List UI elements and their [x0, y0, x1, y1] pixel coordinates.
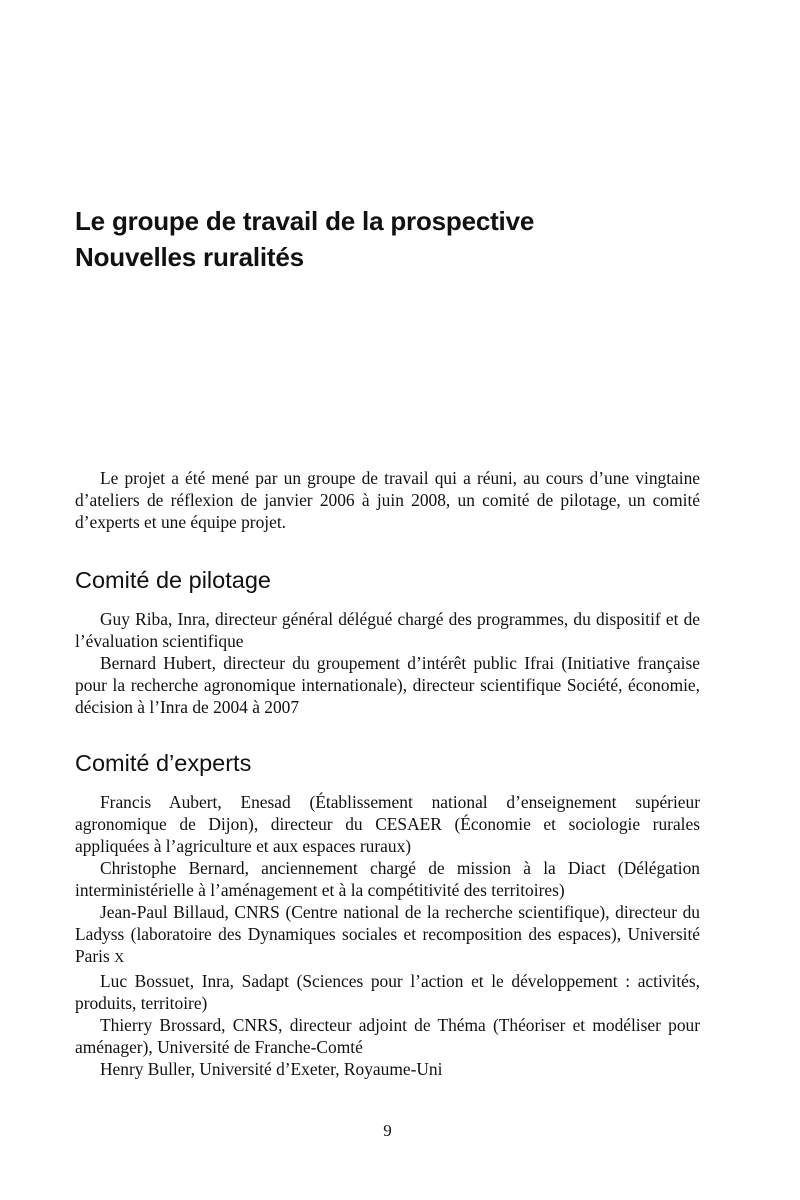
- intro-section: [75, 467, 700, 533]
- member-entry-billaud: [75, 901, 700, 970]
- roman-numeral: X: [114, 951, 125, 966]
- pilotage-member-list: [75, 608, 700, 718]
- intro-paragraph: Le projet a été mené par un groupe de travail qui a réuni, au cours d’une vingtaine d’ateliers de réflexion de janvier 2006 à juin 2008, un comité de pilotage, un comité d’experts et une équipe projet.: [75, 468, 700, 532]
- page-title-line-1: Le groupe de travail de la prospective: [75, 206, 535, 236]
- experts-member-list: [75, 791, 700, 1080]
- member-entry: Henry Buller, Université d’Exeter, Royaume-Uni: [100, 1059, 443, 1079]
- section-heading-experts: Comité d’experts: [75, 750, 252, 776]
- member-entry: Luc Bossuet, Inra, Sadapt (Sciences pour l’action et le développement : activités, produits, territoire): [75, 971, 700, 1013]
- page-title: [75, 203, 735, 275]
- section-heading-pilotage: Comité de pilotage: [75, 567, 271, 593]
- member-entry: Francis Aubert, Enesad (Établissement national d’enseignement supérieur agronomique de Dijon), directeur du CESAER (Économie et sociologie rurales appliquées à l’agriculture et aux espaces ruraux): [75, 792, 700, 856]
- member-entry: Christophe Bernard, anciennement chargé de mission à la Diact (Délégation interministérielle à l’aménagement et à la compétitivité des territoires): [75, 858, 700, 900]
- member-entry: Bernard Hubert, directeur du groupement d’intérêt public Ifrai (Initiative française pour la recherche agronomique internationale), directeur scientifique Société, économie, décision à l’Inra de 2004 à 2007: [75, 653, 700, 717]
- member-entry: Thierry Brossard, CNRS, directeur adjoint de Théma (Théoriser et modéliser pour aménager), Université de Franche-Comté: [75, 1015, 700, 1057]
- member-entry: Guy Riba, Inra, directeur général délégué chargé des programmes, du dispositif et de l’évaluation scientifique: [75, 609, 700, 651]
- member-entry-text: Jean-Paul Billaud, CNRS (Centre national de la recherche scientifique), directeur du Ladyss (laboratoire des Dynamiques sociales et recomposition des espaces), Université Paris: [75, 902, 700, 966]
- page-number: 9: [383, 1121, 392, 1140]
- page-title-line-2: Nouvelles ruralités: [75, 242, 304, 272]
